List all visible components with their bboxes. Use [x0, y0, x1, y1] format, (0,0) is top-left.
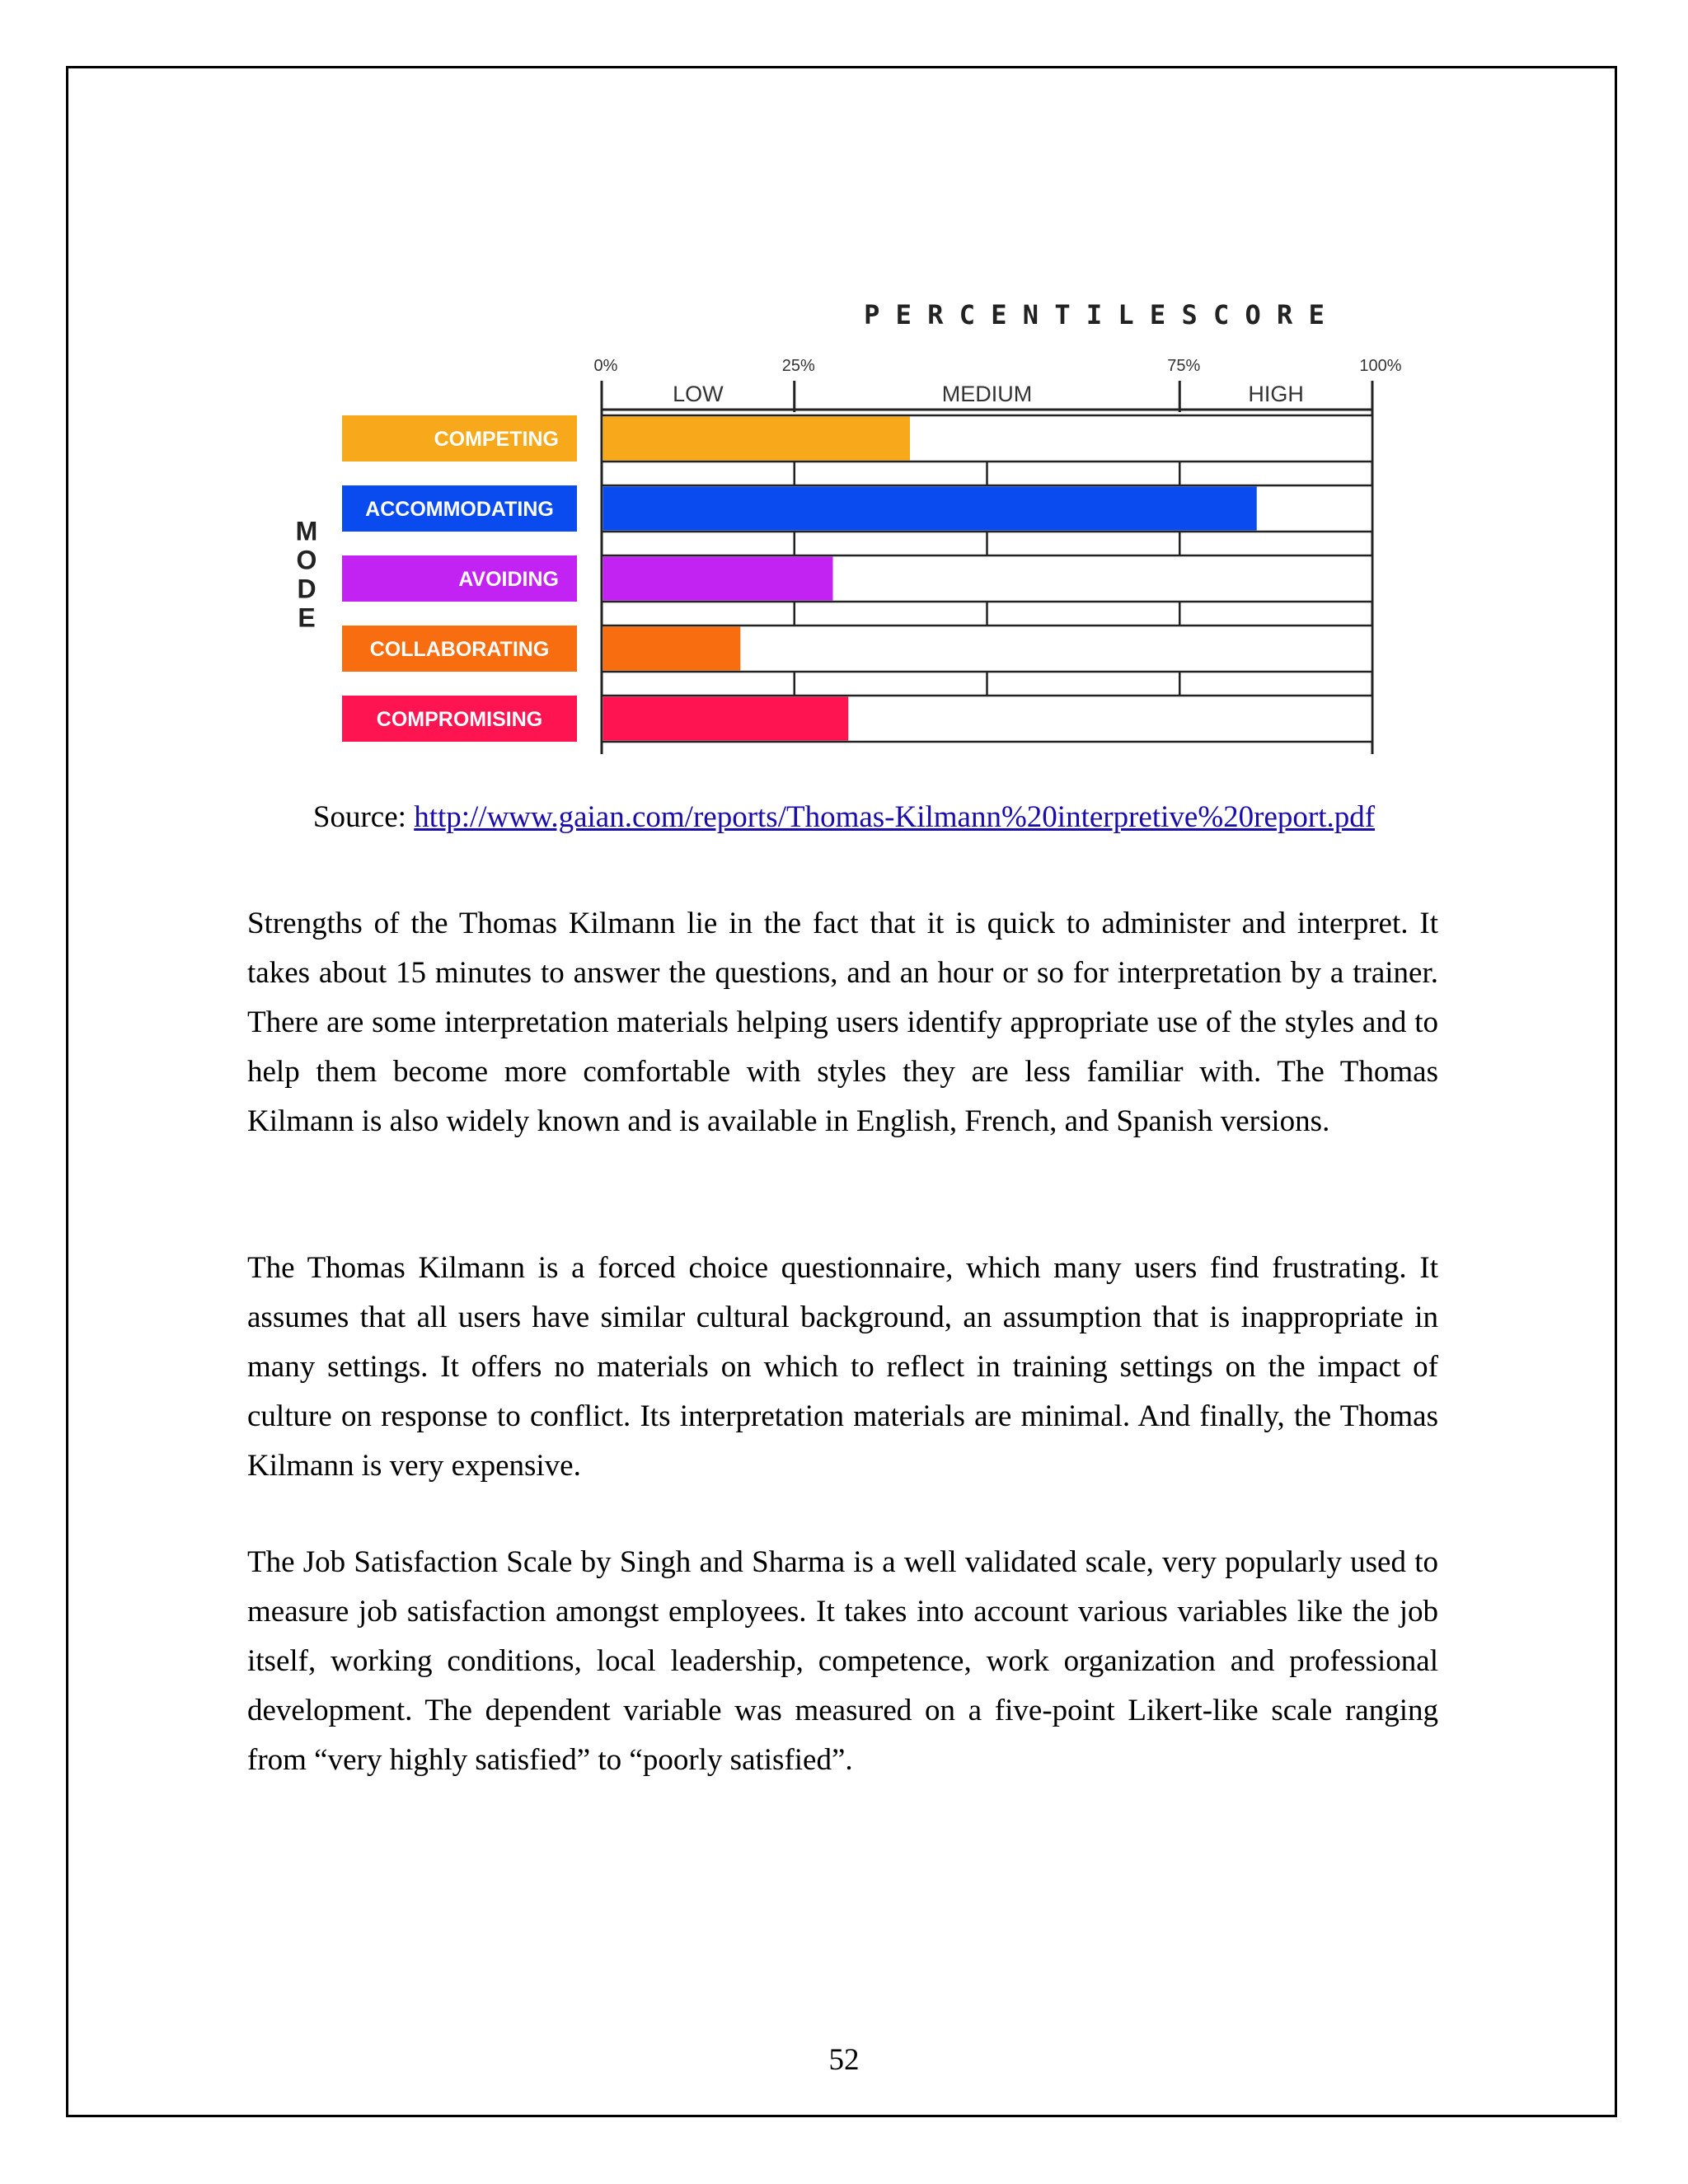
- bar-avoiding: [603, 557, 833, 601]
- x-tick-label: 25%: [781, 357, 815, 375]
- category-label: COMPETING: [434, 428, 559, 451]
- chart-title: P E R C E N T I L E S C O R E: [864, 299, 1325, 330]
- band-label: HIGH: [1248, 382, 1304, 406]
- category-label: COMPROMISING: [376, 708, 543, 731]
- bar-competing: [603, 417, 911, 461]
- mode-letter: O: [296, 545, 317, 575]
- mode-letter: M: [295, 516, 318, 546]
- paragraph-job-satisfaction: The Job Satisfaction Scale by Singh and Sharma is a well validated scale, very popularly used to measure job satisfaction amongst employees. It takes into account various variables like the job itself, working conditions, local leadership, competence, work organization and professional development. The dependent variable was measured on a five-point Likert-like scale ranging from “very highly satisfied” to “poorly satisfied”.: [247, 1545, 1438, 1777]
- source-line: [0, 799, 1688, 835]
- category-label: COLLABORATING: [369, 638, 550, 661]
- bar-collaborating: [603, 627, 741, 671]
- bar-accommodating: [603, 487, 1257, 531]
- mode-letter: E: [298, 602, 316, 633]
- percentile-score-chart: [264, 297, 1418, 758]
- category-label: AVOIDING: [458, 568, 559, 591]
- bar-compromising: [603, 697, 849, 741]
- category-label: ACCOMMODATING: [365, 498, 554, 521]
- page-number: 52: [828, 2043, 860, 2077]
- band-label: MEDIUM: [941, 382, 1033, 406]
- source-link[interactable]: http://www.gaian.com/reports/Thomas-Kilmann%20interpretive%20report.pdf: [414, 800, 1376, 834]
- paragraph-weaknesses: The Thomas Kilmann is a forced choice questionnaire, which many users find frustrating. It assumes that all users have similar cultural background, an assumption that is inappropriate in many settings. It offers no materials on which to reflect in training settings on the impact of culture on response to conflict. Its interpretation materials are minimal. And finally, the Thomas Kilmann is very expensive.: [247, 1251, 1438, 1483]
- x-tick-label: 100%: [1359, 357, 1402, 375]
- x-tick-label: 0%: [593, 357, 618, 375]
- band-label: LOW: [673, 382, 724, 406]
- x-tick-label: 75%: [1167, 357, 1201, 375]
- source-prefix: Source:: [312, 800, 406, 834]
- mode-letter: D: [297, 574, 316, 604]
- paragraph-strengths: Strengths of the Thomas Kilmann lie in the fact that it is quick to administer and interpret. It takes about 15 minutes to answer the questions, and an hour or so for interpretation by a trainer. There are some interpretation materials helping users identify appropriate use of the styles and to help them become more comfortable with styles they are less familiar with. The Thomas Kilmann is also widely known and is available in English, French, and Spanish versions.: [247, 907, 1438, 1138]
